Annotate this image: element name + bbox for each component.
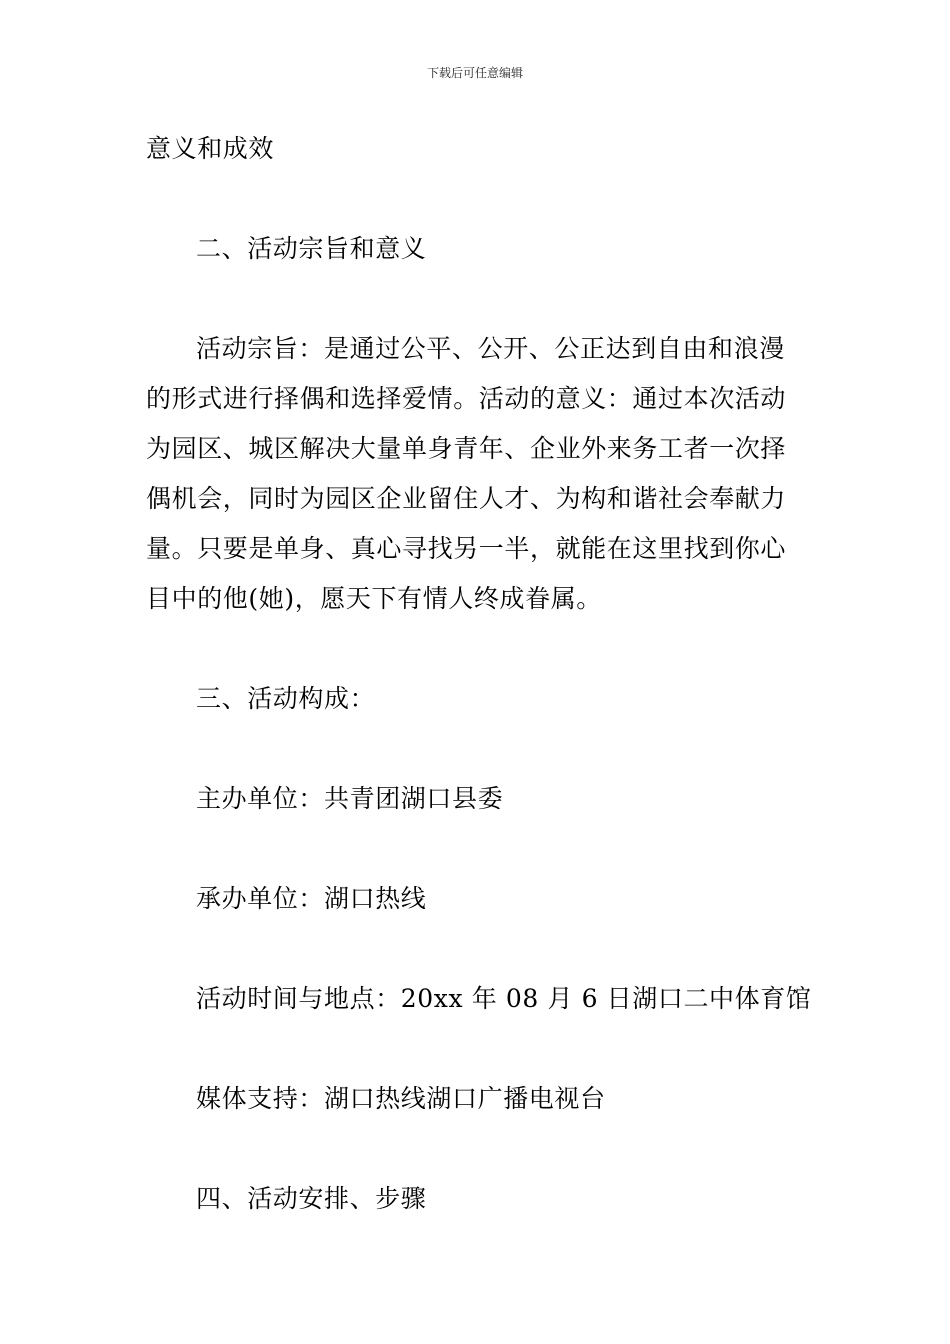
time-location-line: 活动时间与地点：20xx 年 08 月 6 日湖口二中体育馆: [196, 984, 812, 1013]
paragraph-line-1: 活动宗旨：是通过公平、公开、公正达到自由和浪漫: [196, 334, 785, 363]
section-heading-composition: 三、活动构成：: [196, 684, 376, 713]
section-heading-purpose: 二、活动宗旨和意义: [196, 234, 427, 263]
paragraph-line-2: 的形式进行择偶和选择爱情。活动的意义：通过本次活动: [146, 384, 787, 413]
text-line-meaning: 意义和成效: [146, 134, 275, 163]
paragraph-line-6: 目中的他(她)，愿天下有情人终成眷属。: [146, 584, 602, 613]
paragraph-line-4: 偶机会，同时为园区企业留住人才、为构和谐社会奉献力: [146, 484, 787, 513]
paragraph-line-5: 量。只要是单身、真心寻找另一半，就能在这里找到你心: [146, 534, 787, 563]
page-header: 下载后可任意编辑: [426, 66, 523, 80]
paragraph-line-3: 为园区、城区解决大量单身青年、企业外来务工者一次择: [146, 434, 787, 463]
organizer-line: 主办单位：共青团湖口县委: [196, 784, 504, 813]
media-support-line: 媒体支持：湖口热线湖口广播电视台: [196, 1084, 606, 1113]
co-organizer-line: 承办单位：湖口热线: [196, 884, 427, 913]
section-heading-arrangement: 四、活动安排、步骤: [196, 1184, 427, 1213]
